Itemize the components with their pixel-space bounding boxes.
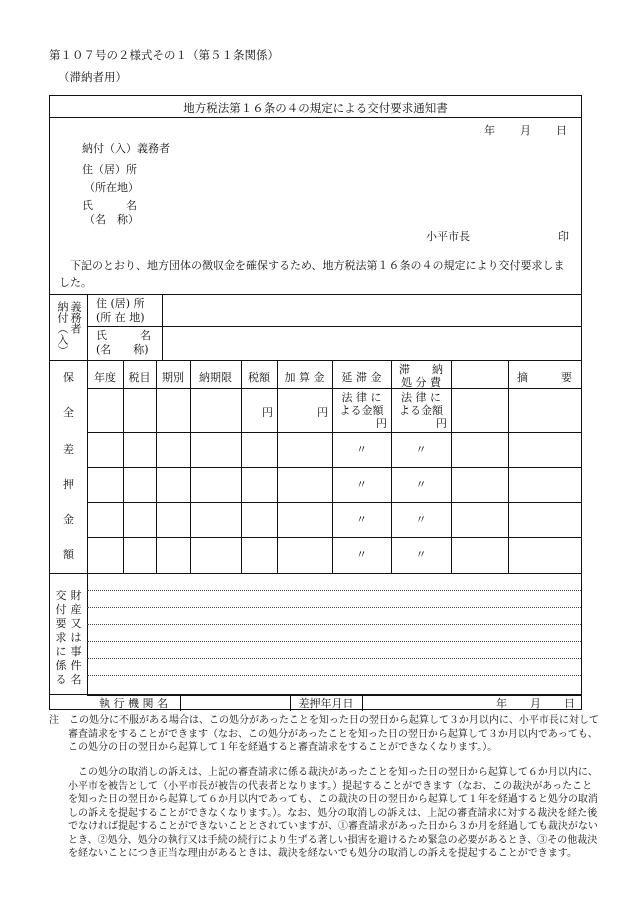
tax-yen: 円 bbox=[262, 406, 273, 419]
property-label: 要 bbox=[55, 617, 67, 630]
footer-row-frame bbox=[49, 694, 582, 710]
header-remarks: 摘 要 bbox=[517, 371, 572, 384]
issuer-mayor: 小平市長 bbox=[426, 230, 470, 243]
side-label: 押 bbox=[63, 478, 74, 491]
addressee-name-alt: （名 称） bbox=[84, 213, 139, 226]
ditto-mark: 〃 bbox=[415, 548, 427, 561]
obligor-label-a: 納付︵入︶ bbox=[56, 301, 69, 356]
disposal-yen: 円 bbox=[436, 417, 447, 430]
property-label: 係 bbox=[55, 659, 67, 672]
form-title: 地方税法第１６条の４の規定による交付要求通知書 bbox=[183, 101, 448, 115]
date-month: 月 bbox=[520, 124, 531, 137]
obligor-name-alt: (名 称) bbox=[96, 343, 149, 356]
header-disposal-1: 滞 納 bbox=[399, 363, 443, 376]
issuer-seal: 印 bbox=[558, 230, 569, 243]
header-surcharge: 加 算 金 bbox=[284, 371, 325, 384]
side-label: 保 bbox=[63, 371, 74, 384]
obligor-name: 氏 名 bbox=[96, 329, 151, 342]
ditto-mark: 〃 bbox=[356, 513, 367, 526]
footer-seizure-date: 差押年月日 bbox=[298, 697, 354, 710]
property-label: 件 bbox=[70, 659, 82, 672]
footer-year: 年 bbox=[496, 697, 507, 710]
footer-agency: 執 行 機 関 名 bbox=[99, 697, 168, 710]
header-tax: 税額 bbox=[248, 371, 270, 384]
footer-day: 日 bbox=[564, 697, 575, 710]
delinquency-legal-2: よる金額 bbox=[339, 404, 384, 417]
property-label: に bbox=[55, 645, 67, 658]
date-day: 日 bbox=[556, 124, 567, 137]
property-label: 求 bbox=[55, 631, 67, 644]
header-disposal-2: 処 分 費 bbox=[401, 376, 441, 389]
ditto-mark: 〃 bbox=[356, 478, 367, 491]
obligor-label-b: 義務者 bbox=[69, 301, 82, 334]
obligor-location: (所 在 地) bbox=[96, 311, 145, 324]
note-lawsuit: この処分の取消しの訴えは、上記の審査請求に係る裁決があったことを知った日の翌日から起算して６か月以内に、小平市を被告として（小平市長が被告の代表者となります。）提起することができます（なお、この裁決があったことを知った日の翌日から起算して６か月以内であっても、この裁決の日の翌日から起算して１年を経過すると処分の取消しの訴えを提起することができなくなります。）。なお、処分の取消しの訴えは、上記の審査請求に対する裁決を経た後でなければ提起することができないこととされていますが、①審査請求があった日から３か月を経過しても裁決がないとき、②処分、処分の執行又は手続の続行により生ずる著しい損害を避けるため緊急の必要があるとき、③その他裁決を経ないことにつき正当な理由があるときは、裁決を経ないでも処分の取消しの訴えを提起することができます。 bbox=[68, 767, 598, 859]
surcharge-yen: 円 bbox=[317, 406, 328, 419]
header-due: 納期限 bbox=[199, 371, 232, 384]
header-item: 税目 bbox=[128, 371, 151, 384]
side-label: 差 bbox=[63, 443, 74, 456]
property-label: 事 bbox=[70, 645, 82, 658]
ditto-mark: 〃 bbox=[415, 443, 427, 456]
property-label: る bbox=[55, 673, 67, 686]
property-label: 又 bbox=[70, 617, 82, 630]
notice-form bbox=[49, 95, 582, 710]
addressee-name: 氏 名 bbox=[82, 199, 137, 212]
property-label: 名 bbox=[70, 673, 82, 686]
delinquency-yen: 円 bbox=[376, 417, 387, 430]
note-appeal: 注 この処分に不服がある場合は、この処分があったことを知った日の翌日から起算して３か月以内に、小平市長に対して審査請求をすることができます（なお、この処分があったことを知った日の翌日から起算して３か月以内であっても、この処分の日の翌日から起算して１年を経過すると審査請求をすることができなくなります。）。 bbox=[49, 715, 599, 753]
body-text: 下記のとおり、地方団体の徴収金を確保するため、地方税法第１６条の４の規定により交付要求しました。 bbox=[59, 259, 565, 289]
ditto-mark: 〃 bbox=[415, 513, 427, 526]
header-period: 期別 bbox=[162, 371, 184, 384]
side-label: 額 bbox=[63, 548, 74, 561]
footer-month: 月 bbox=[530, 697, 541, 710]
disposal-legal-1: 法 律 に bbox=[401, 391, 441, 404]
disposal-legal-2: よる金額 bbox=[399, 404, 443, 417]
header-year: 年度 bbox=[94, 371, 116, 384]
property-label: 付 bbox=[55, 603, 67, 616]
addressee-location: （所在地） bbox=[84, 181, 139, 194]
delinquency-legal-1: 法 律 に bbox=[341, 391, 382, 404]
ditto-mark: 〃 bbox=[356, 548, 367, 561]
property-label: 財 bbox=[70, 589, 82, 602]
obligor-address: 住 (居) 所 bbox=[96, 297, 145, 310]
property-label: 産 bbox=[70, 603, 82, 616]
form-usage: （滞納者用） bbox=[58, 70, 127, 84]
ditto-mark: 〃 bbox=[356, 443, 367, 456]
date-year: 年 bbox=[484, 124, 495, 137]
side-label: 金 bbox=[63, 513, 74, 526]
property-label: 交 bbox=[55, 589, 67, 602]
side-label: 全 bbox=[63, 406, 74, 419]
header-delinquency: 延 滞 金 bbox=[341, 371, 382, 384]
addressee-address: 住（居）所 bbox=[82, 163, 137, 176]
addressee-obligor: 納付（入）義務者 bbox=[82, 142, 170, 155]
ditto-mark: 〃 bbox=[415, 478, 427, 491]
form-number: 第１０７号の２様式その１（第５１条関係） bbox=[49, 48, 279, 62]
property-label: は bbox=[70, 631, 82, 644]
